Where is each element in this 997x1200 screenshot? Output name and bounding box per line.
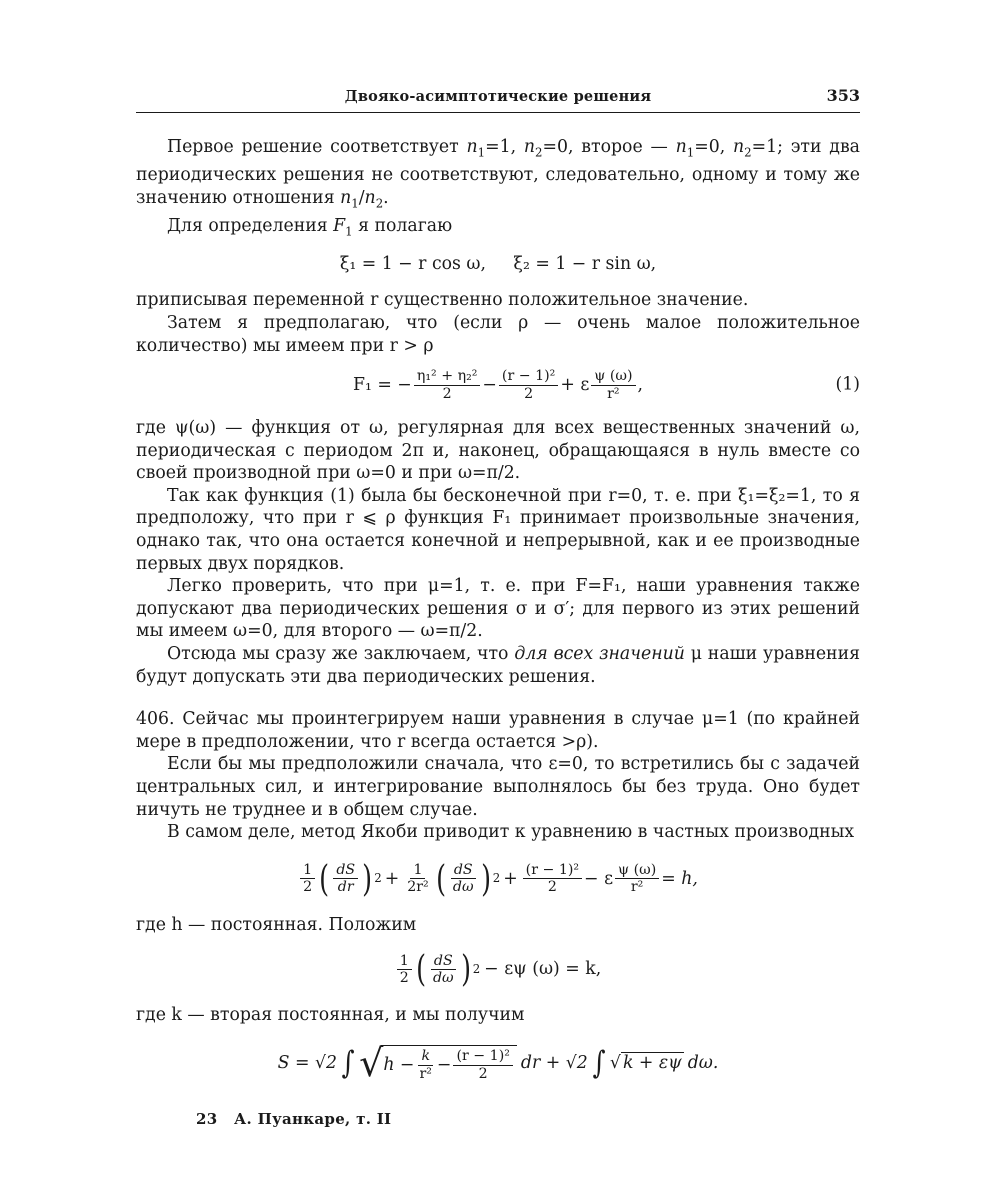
eq2-fraction-psi <box>615 862 659 896</box>
eq1-lhs: F₁ = − <box>352 374 412 395</box>
italic-emphasis: для всех значений <box>514 644 685 665</box>
fraction-numerator: dS <box>451 862 476 879</box>
text-run: Отсюда мы сразу же заключаем, что <box>167 644 515 665</box>
text-run: μ наши уравнения будут допускать эти два периодических решения. <box>136 644 860 687</box>
integral-sign: ∫ <box>592 1044 606 1081</box>
equation-S <box>136 1035 860 1091</box>
fraction-numerator: η₁² + η₂² <box>414 368 481 385</box>
fraction-denominator: r² <box>607 385 620 402</box>
eq2-paren-dw: ( $\frac{dS}{d\omega}$ ) 2 <box>435 856 501 900</box>
eq4-dr: dr + √2 <box>520 1052 588 1073</box>
eq2-plus: + <box>503 868 518 889</box>
text-run: . <box>383 187 389 208</box>
fraction-denominator: r² <box>419 1065 432 1082</box>
fraction-denominator: dr <box>337 879 354 896</box>
eq1-fraction-r <box>499 368 558 402</box>
text-run: Для определения <box>167 215 334 236</box>
paragraph-psi-function: где ψ(ω) — функция от ω, регулярная для всех вещественных значений ω, периодическая с периодом 2π и, наконец, обращающаяся в нуль вместе со своей производной при ω=0 и при ω=π/2. <box>136 418 860 484</box>
equation-xi <box>136 253 860 276</box>
eq1-fraction-psi <box>591 368 635 402</box>
fraction-numerator: 1 <box>410 862 425 879</box>
fraction-numerator: k <box>418 1048 433 1065</box>
paragraph-infinite-function: Так как функция (1) была бы бесконечной при r=0, т. е. при ξ₁=ξ₂=1, то я предположу, что при r ⩽ ρ функция F₁ принимает произвольные значения, однако так, что она остается конечной и непрерывной, как и ее производные первых двух порядков. <box>136 485 860 574</box>
radicand <box>381 1045 516 1082</box>
running-head-title: Двояко-асимптотические решения <box>344 88 652 105</box>
eq4-minus: − <box>437 1054 452 1075</box>
paragraph-second-constant: где k — вторая постоянная, и мы получим <box>136 1005 525 1026</box>
eq2-plus: + <box>384 868 400 889</box>
eq2-dS-dw <box>450 862 477 896</box>
fraction-denominator: 2 <box>547 879 557 896</box>
paragraph-central-forces: Если бы мы предположили сначала, что ε=0, то встретились бы с задачей центральных сил, и интегрирование выполнялось бы без труда. Оно будет ничуть не труднее и в общем случае. <box>136 754 860 820</box>
paragraph-jacobi: В самом деле, метод Якоби приводит к уравнению в частных производных <box>167 822 855 843</box>
fraction-denominator: 2 <box>303 879 313 896</box>
eq1-plus-epsilon: + ε <box>560 374 590 395</box>
footer-signature: 23 А. Пуанкаре, т. II <box>196 1110 392 1128</box>
fraction-numerator: dS <box>431 953 456 970</box>
fraction-numerator: dS <box>333 862 358 879</box>
fraction-denominator: 2r² <box>407 879 429 896</box>
equation-1 <box>136 365 860 405</box>
fraction-numerator: (r − 1)² <box>453 1048 512 1065</box>
equation-k <box>136 944 860 994</box>
text-run: , второе — <box>568 137 676 157</box>
paragraph-definition: Для определения $F_1$ я полагаю <box>167 215 453 239</box>
fraction-denominator: 2 <box>399 969 409 986</box>
eq2-dS-dr <box>333 862 358 896</box>
fraction-denominator: 2 <box>442 385 452 402</box>
running-head <box>136 86 860 113</box>
eq3-rest: − εψ (ω) = k, <box>484 959 602 980</box>
fraction-denominator: dω <box>432 969 454 986</box>
paragraph-periodic-solutions: Легко проверить, что при μ=1, т. е. при F=F₁, наши уравнения также допускают два периодических решения σ и σ′; для первого из этих решений мы имеем ω=0, для второго — ω=π/2. <box>136 576 860 642</box>
paragraph-constant-h: где h — постоянная. Положим <box>136 914 417 935</box>
eq4-radical-2: √ k + εψ <box>609 1052 682 1073</box>
eq1-fraction-eta <box>414 368 481 402</box>
page-number: 353 <box>826 86 860 105</box>
text-run: я полагаю <box>352 215 453 236</box>
fraction-denominator: 2 <box>524 385 534 402</box>
text-run: ; эти два периодических решения не соответствуют, следовательно, одному и тому же значению отношения <box>136 137 860 208</box>
equation-jacobi <box>136 854 860 904</box>
integral-sign: ∫ <box>341 1044 355 1081</box>
eq4-lhs: S = √2 <box>277 1052 337 1073</box>
eq2-one-over-2r2 <box>404 862 431 896</box>
paragraph-conclusion <box>136 643 860 688</box>
equation-xi-text: ξ₁ = 1 − r cos ω, ξ₂ = 1 − r sin ω, <box>339 253 657 274</box>
eq1-comma: , <box>637 374 644 395</box>
fraction-numerator: 1 <box>397 953 412 970</box>
fraction-numerator: ψ (ω) <box>591 368 635 385</box>
text-run: Первое решение соответствует <box>167 137 467 157</box>
page-body <box>136 136 860 1091</box>
eq2-fraction-r <box>523 862 582 896</box>
paragraph-assumption: Затем я предполагаю, что (если ρ — очень малое положительное количество) мы имеем при r > ρ <box>136 312 860 356</box>
fraction-numerator: (r − 1)² <box>499 368 558 385</box>
eq3-half <box>397 953 412 987</box>
fraction-denominator: r² <box>630 879 644 896</box>
fraction-numerator: ψ (ω) <box>615 862 659 879</box>
fraction-numerator: 1 <box>300 862 315 879</box>
eq2-equals-h: = h, <box>661 868 698 889</box>
eq1-minus: − <box>482 374 497 395</box>
fraction-numerator: (r − 1)² <box>523 862 582 879</box>
eq3-paren-dw: ( $\frac{dS}{d\omega}$ ) 2 <box>415 947 481 991</box>
fraction-denominator: dω <box>452 879 474 896</box>
eq4-h: h − <box>383 1054 415 1075</box>
eq2-minus-epsilon: − ε <box>584 868 614 889</box>
equation-number: (1) <box>835 374 860 395</box>
paragraph-first-solution: Первое решение соответствует $n_1=1$, $n_2=0$, второе — $n_1=0$, $n_2=1$; эти два периодических решения не соответствуют, следовательно, одному и тому же значению отношения $n_1/n_2$. <box>136 137 860 211</box>
paragraph-positive-r: приписывая переменной r существенно положительное значение. <box>136 290 749 311</box>
eq2-half <box>300 862 315 896</box>
eq4-fraction-k <box>417 1048 435 1082</box>
eq4-fraction-r <box>453 1048 512 1082</box>
radicand: k + εψ <box>622 1052 682 1073</box>
eq3-dS-dw <box>430 953 457 987</box>
eq4-dw: dω. <box>687 1052 719 1073</box>
eq2-paren-dr: ( $\frac{dS}{dr}$ ) 2 <box>319 856 382 900</box>
eq4-radical-1: √ h − $\frac{k}{\text{r²}}$ − $\frac{\text{(r − 1)²}}{2}$ <box>359 1044 517 1082</box>
paragraph-section-406: 406. Сейчас мы проинтегрируем наши уравнения в случае μ=1 (по крайней мере в предположении, что r всегда остается >ρ). <box>136 709 860 752</box>
fraction-denominator: 2 <box>478 1065 488 1082</box>
